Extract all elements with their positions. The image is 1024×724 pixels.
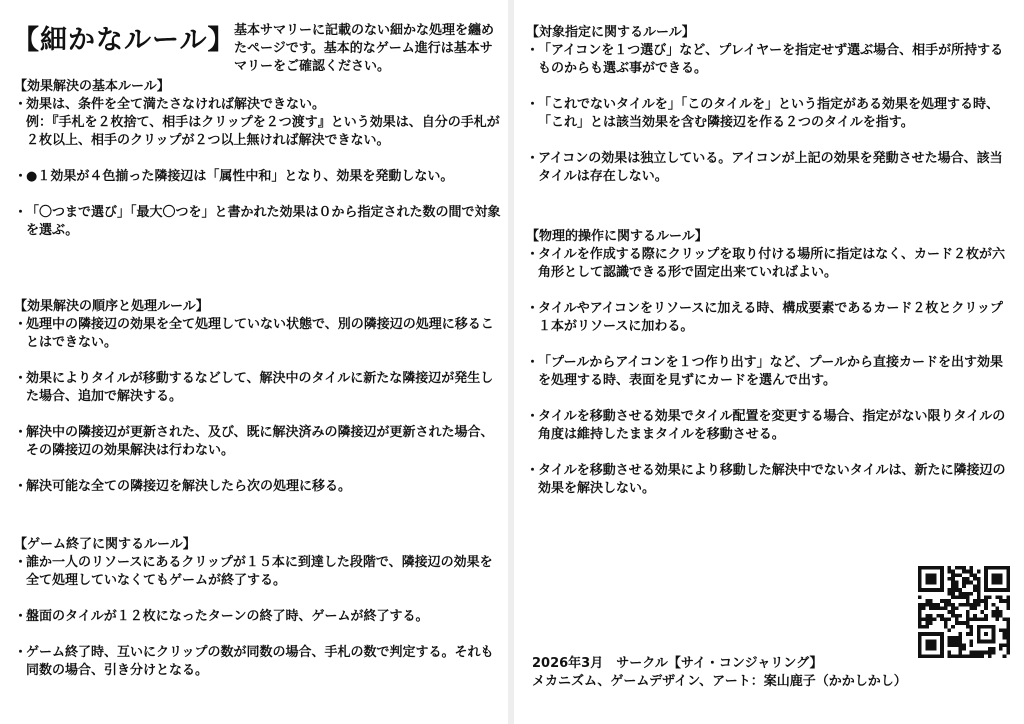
list-item: ・ 「これでないタイルを」「このタイルを」という指定がある効果を処理する時、「これ」とは該当効果を含む隣接辺を作る２つのタイルを指す。 bbox=[526, 97, 999, 130]
list-item: ・ 「プールからアイコンを１つ作り出す」など、プールから直接カードを出す効果を処理する時、表面を見ずにカードを選んで出す。 bbox=[526, 355, 1004, 388]
section-heading: 【効果解決の基本ルール】 bbox=[14, 79, 170, 94]
section-resolution-order bbox=[14, 298, 504, 496]
credit-staff: メカニズム、ゲームデザイン、アート：案山鹿子（かかしかし） bbox=[532, 674, 907, 689]
list-item: ・ タイルを移動させる効果でタイル配置を変更する場合、指定がない限りタイルの角度は維持したままタイルを移動させる。 bbox=[526, 409, 1006, 442]
list-item: ・ 「アイコンを１つ選び」など、プレイヤーを指定せず選ぶ場合、相手が所持するものからも選ぶ事ができる。 bbox=[526, 43, 1004, 76]
section-heading: 【対象指定に関するルール】 bbox=[526, 25, 695, 40]
credit-date-circle: 2026年3月 サークル【サイ・コンジャリング】 bbox=[532, 656, 823, 671]
list-item: 例：『手札を２枚捨て、相手はクリップを２つ渡す』という効果は、自分の手札が２枚以上、相手のクリップが２つ以上無ければ解決できない。 bbox=[26, 115, 500, 148]
page-title: 【細かなルール】 bbox=[12, 25, 236, 56]
list-item: ・ アイコンの効果は独立している。アイコンが上記の効果を発動させた場合、該当タイルは存在しない。 bbox=[526, 151, 1003, 184]
intro-text: 基本サマリーに記載のない細かな処理を纏めたページです。基本的なゲーム進行は基本サマリーをご確認ください。 bbox=[234, 23, 495, 74]
section-physical-operation bbox=[526, 228, 1010, 498]
credit-block bbox=[532, 655, 907, 691]
section-heading: 【効果解決の順序と処理ルール】 bbox=[14, 299, 209, 314]
list-item: ・ タイルやアイコンをリソースに加える時、構成要素であるカード２枚とクリップ１本がリソースに加わる。 bbox=[526, 301, 1003, 334]
list-item: ・ 「〇つまで選び」「最大〇つを」と書かれた効果は０から指定された数の間で対象を選ぶ。 bbox=[14, 205, 501, 238]
list-item: ・ ゲーム終了時、互いにクリップの数が同数の場合、手札の数で判定する。それも同数の場合、引き分けとなる。 bbox=[14, 645, 494, 678]
list-item: ・ 効果は、条件を全て満たさなければ解決できない。 bbox=[14, 97, 326, 112]
qr-code-icon bbox=[918, 566, 1010, 658]
list-item: ・ 解決可能な全ての隣接辺を解決したら次の処理に移る。 bbox=[14, 479, 352, 494]
section-heading: 【ゲーム終了に関するルール】 bbox=[14, 537, 196, 552]
list-item: ・ 効果によりタイルが移動するなどして、解決中のタイルに新たな隣接辺が発生した場合、追加で解決する。 bbox=[14, 371, 494, 404]
list-item: ・ 盤面のタイルが１２枚になったターンの終了時、ゲームが終了する。 bbox=[14, 609, 429, 624]
section-basic-resolution bbox=[14, 78, 504, 240]
list-item: ・ 処理中の隣接辺の効果を全て処理していない状態で、別の隣接辺の処理に移ることはできない。 bbox=[14, 317, 494, 350]
list-item: ・ 解決中の隣接辺が更新された、及び、既に解決済みの隣接辺が更新された場合、その隣接辺の効果解決は行わない。 bbox=[14, 425, 494, 458]
list-item: ・ 誰か一人のリソースにあるクリップが１５本に到達した段階で、隣接辺の効果を全て処理していなくてもゲームが終了する。 bbox=[14, 555, 493, 588]
section-target-selection bbox=[526, 24, 1010, 186]
list-item: ・ タイルを作成する際にクリップを取り付ける場所に指定はなく、カード２枚が六角形として認識できる形で固定出来ていればよい。 bbox=[526, 247, 1005, 280]
section-game-end bbox=[14, 536, 504, 680]
list-item: ・ ●１効果が４色揃った隣接辺は「属性中和」となり、効果を発動しない。 bbox=[14, 169, 454, 184]
page-divider bbox=[508, 0, 514, 724]
section-heading: 【物理的操作に関するルール】 bbox=[526, 229, 708, 244]
list-item: ・ タイルを移動させる効果により移動した解決中でないタイルは、新たに隣接辺の効果を解決しない。 bbox=[526, 463, 1006, 496]
